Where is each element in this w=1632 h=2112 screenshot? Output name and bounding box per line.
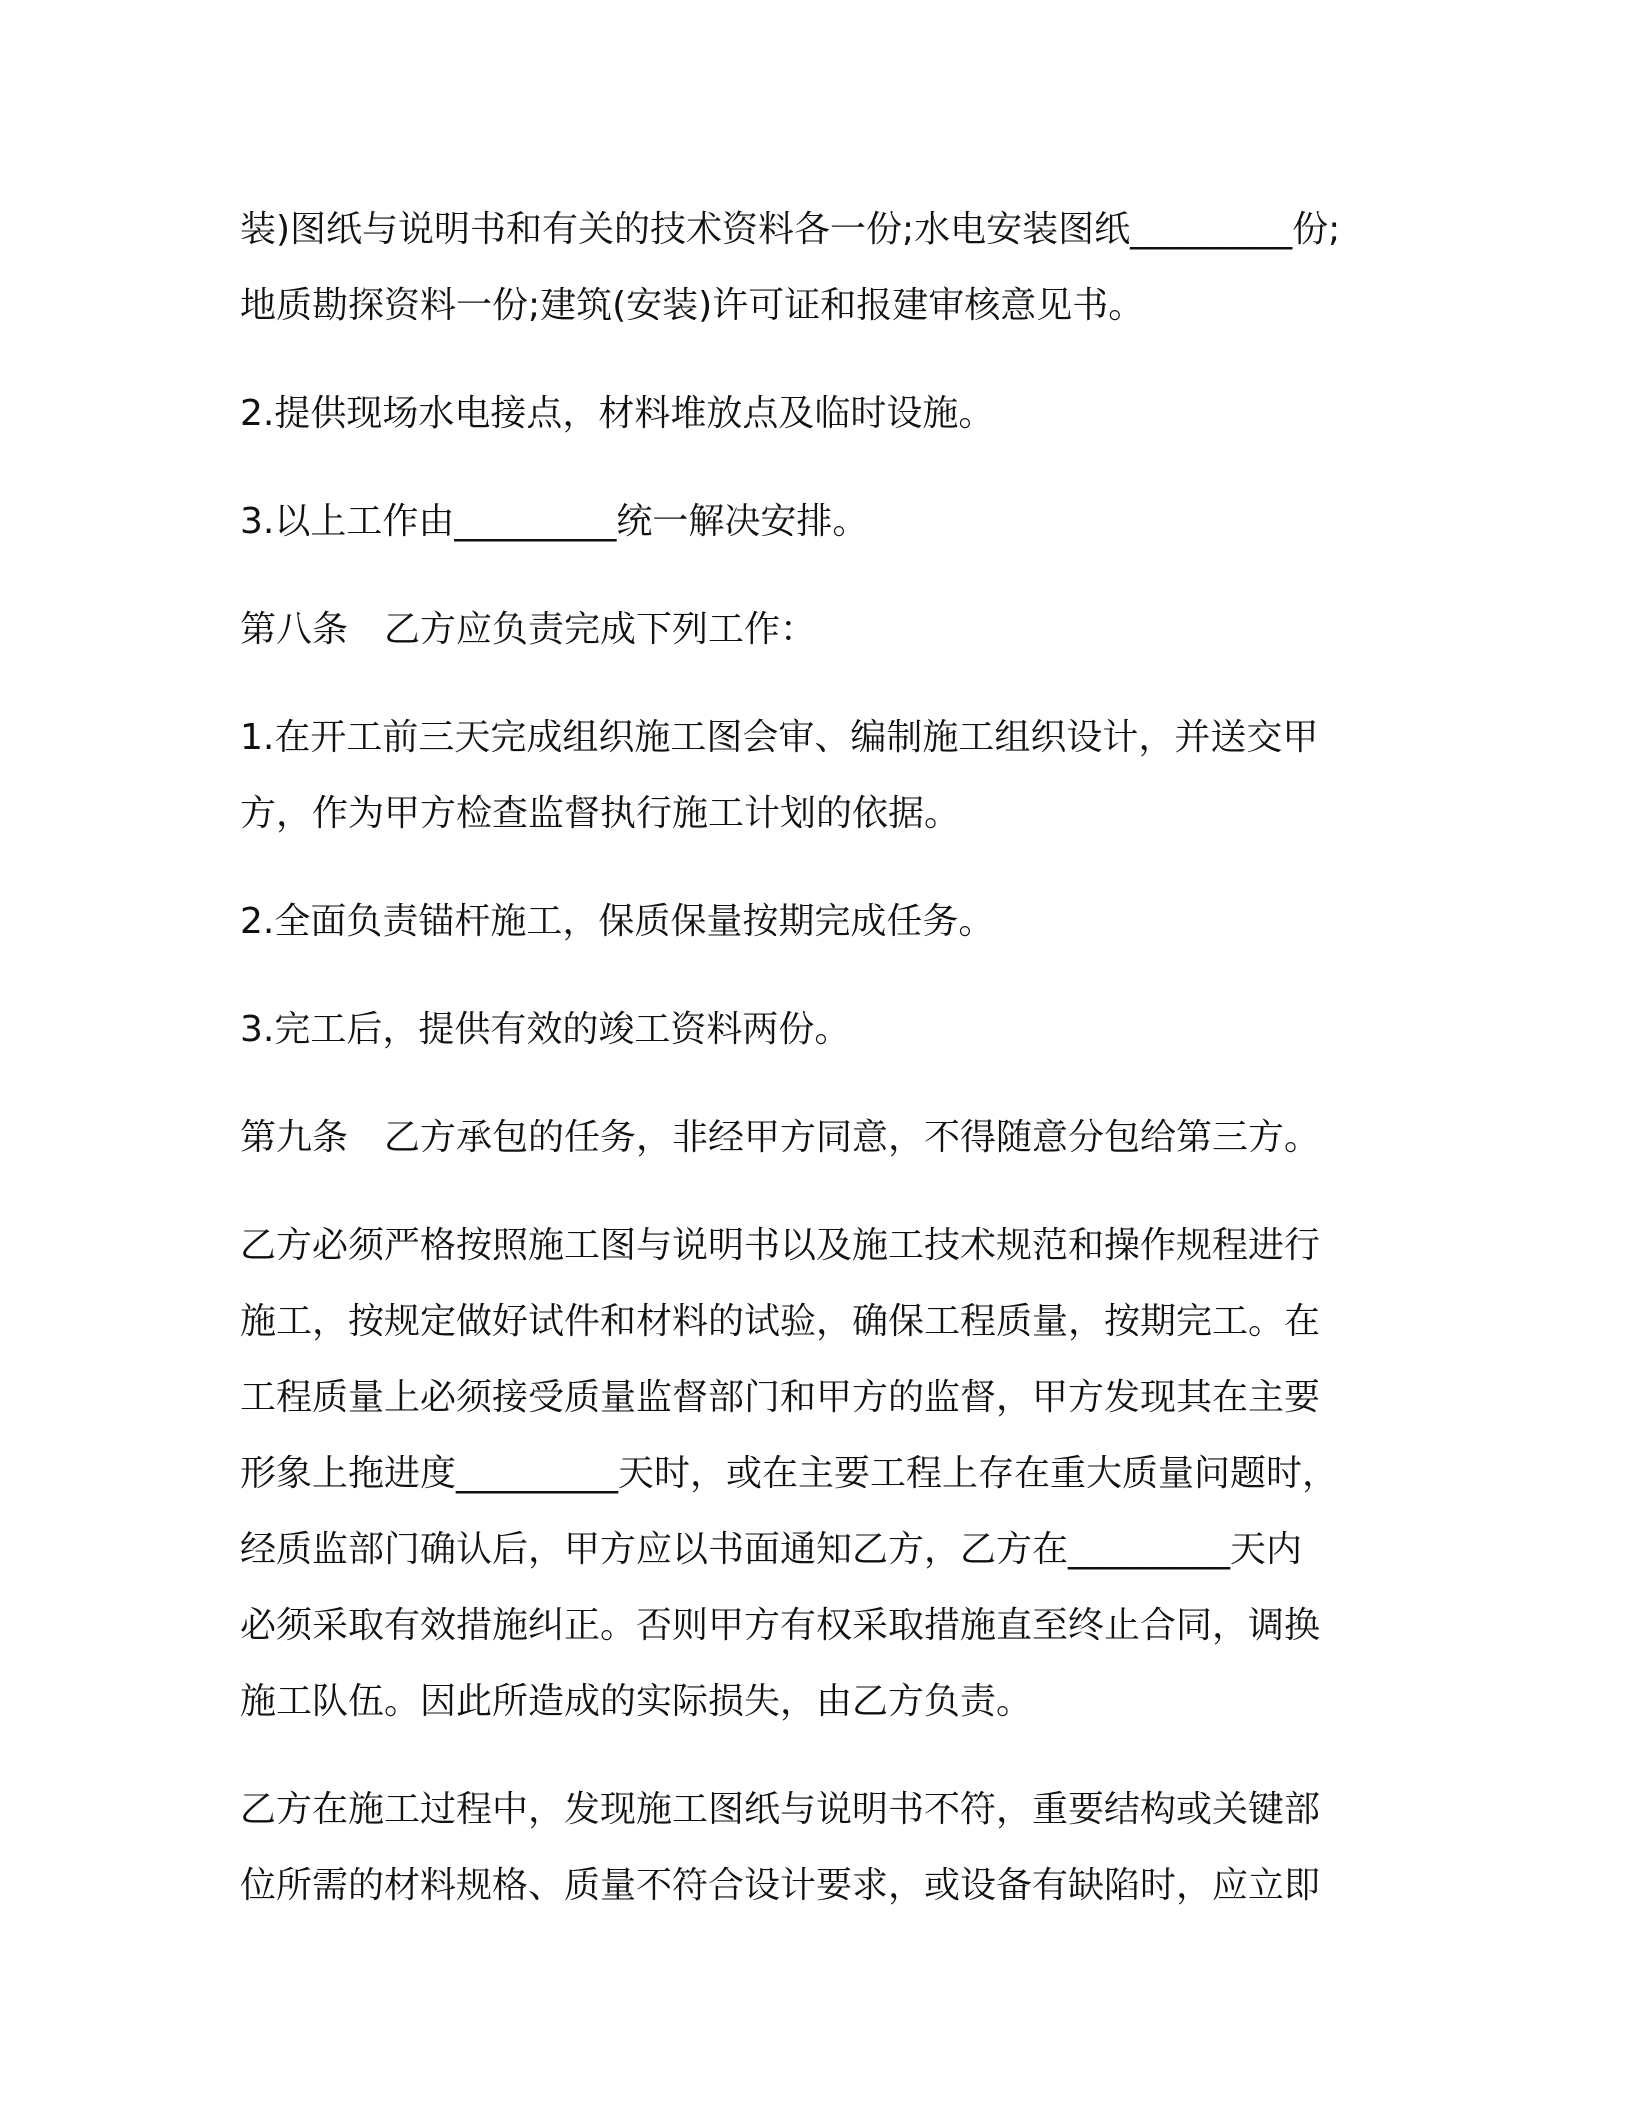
- paragraph: [240, 484, 1400, 560]
- text-line: 必须采取有效措施纠正。否则甲方有权采取措施直至终止合同，调换: [240, 1605, 1321, 1646]
- paragraph: [240, 700, 1400, 852]
- text-line: 施工队伍。因此所造成的实际损失，由乙方负责。: [240, 1681, 1033, 1722]
- text-line: 2.全面负责锚杆施工，保质保量按期完成任务。: [240, 901, 995, 942]
- text-line: 形象上拖进度_________天时，或在主要工程上存在重大质量问题时，: [240, 1453, 1339, 1494]
- document-body: [240, 192, 1400, 1956]
- text-line: 工程质量上必须接受质量监督部门和甲方的监督，甲方发现其在主要: [240, 1377, 1321, 1418]
- paragraph: [240, 1208, 1400, 1740]
- paragraph: [240, 992, 1400, 1068]
- text-line: 装)图纸与说明书和有关的技术资料各一份;水电安装图纸_________份;: [240, 209, 1341, 250]
- text-line: 乙方必须严格按照施工图与说明书以及施工技术规范和操作规程进行: [240, 1225, 1321, 1266]
- paragraph: [240, 592, 1400, 668]
- text-line: 3.以上工作由_________统一解决安排。: [240, 501, 869, 542]
- text-line: 1.在开工前三天完成组织施工图会审、编制施工组织设计，并送交甲: [240, 717, 1319, 758]
- text-line: 3.完工后，提供有效的竣工资料两份。: [240, 1009, 851, 1050]
- text-line: 2.提供现场水电接点，材料堆放点及临时设施。: [240, 393, 995, 434]
- text-line: 方，作为甲方检查监督执行施工计划的依据。: [240, 793, 961, 834]
- text-line: 施工，按规定做好试件和材料的试验，确保工程质量，按期完工。在: [240, 1301, 1321, 1342]
- paragraph: [240, 192, 1400, 344]
- text-line: 第八条 乙方应负责完成下列工作：: [240, 609, 817, 650]
- text-line: 经质监部门确认后，甲方应以书面通知乙方，乙方在_________天内: [240, 1529, 1303, 1570]
- paragraph: [240, 884, 1400, 960]
- text-line: 乙方在施工过程中，发现施工图纸与说明书不符，重要结构或关键部: [240, 1789, 1321, 1830]
- text-line: 位所需的材料规格、质量不符合设计要求，或设备有缺陷时，应立即: [240, 1865, 1321, 1906]
- text-line: 地质勘探资料一份;建筑(安装)许可证和报建审核意见书。: [240, 285, 1145, 326]
- paragraph: [240, 1772, 1400, 1924]
- paragraph: [240, 376, 1400, 452]
- paragraph: [240, 1100, 1400, 1176]
- text-line: 第九条 乙方承包的任务，非经甲方同意，不得随意分包给第三方。: [240, 1117, 1321, 1158]
